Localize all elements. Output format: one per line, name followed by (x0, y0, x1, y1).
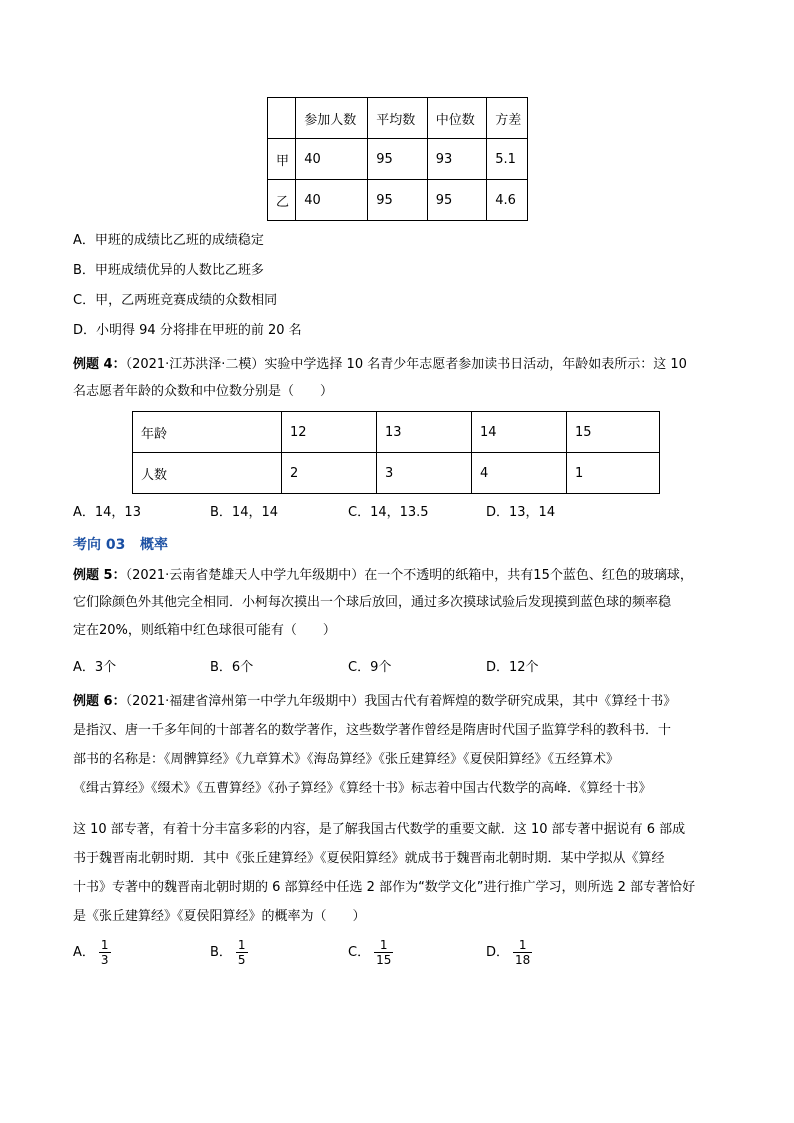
table-cell: 95 (427, 180, 487, 221)
fraction (374, 938, 393, 967)
example-4-line-2: 名志愿者年龄的众数和中位数分别是（ ） (73, 384, 334, 399)
option-c: C．甲，乙两班竞赛成绩的众数相同 (73, 293, 278, 308)
table-cell: 95 (368, 139, 428, 180)
table-cell: 年龄 (133, 412, 282, 453)
example-6-line-8: 是《张丘建算经》《夏侯阳算经》的概率为（ ） (73, 909, 366, 924)
option-d (486, 938, 532, 967)
option-letter: B． (210, 945, 232, 960)
example-6-line-7: 十书》专著中的魏晋南北朝时期的 6 部算经中任选 2 部作为“数学文化”进行推广学习，则所选 2 部专著恰好 (73, 880, 696, 895)
denominator: 18 (515, 953, 531, 967)
table-cell: 2 (282, 453, 377, 494)
table-row (268, 180, 528, 221)
section-heading (73, 534, 168, 554)
example-4-line-1 (73, 355, 687, 375)
option-a: A．14，13 (73, 505, 141, 520)
option-c: C．14，13.5 (348, 505, 429, 520)
table-header-cell: 方差 (487, 98, 528, 139)
table-cell: 5.1 (487, 139, 528, 180)
table-cell: 甲 (268, 139, 296, 180)
example-6-line-5: 这 10 部专著，有着十分丰富多彩的内容，是了解我国古代数学的重要文献．这 10 部专著中据说有 6 部成 (73, 822, 686, 837)
table-row (268, 98, 528, 139)
option-d: D．小明得 94 分将排在甲班的前 20 名 (73, 323, 302, 338)
example-5-line-3: 定在20%，则纸箱中红色球很可能有（ ） (73, 623, 336, 638)
numerator: 1 (374, 938, 393, 953)
option-b: B．甲班成绩优异的人数比乙班多 (73, 263, 264, 278)
example-5-line-1 (73, 566, 693, 586)
table-cell: 1 (567, 453, 660, 494)
table-cell: 14 (472, 412, 567, 453)
section-title: 概率 (139, 537, 168, 553)
table-row (133, 412, 660, 453)
example-4-label: 例题 4： (73, 357, 126, 372)
option-letter: C． (348, 945, 371, 960)
table-cell: 3 (377, 453, 472, 494)
example-6-text: （2021·福建省漳州第一中学九年级期中）我国古代有着辉煌的数学研究成果，其中《算经十书》 (125, 694, 677, 709)
denominator: 5 (237, 953, 246, 967)
option-a: A．3个 (73, 660, 117, 675)
section-label: 考向 03 (73, 537, 126, 553)
table-cell: 13 (377, 412, 472, 453)
example-6-line-6: 书于魏晋南北朝时期．其中《张丘建算经》《夏侯阳算经》就成书于魏晋南北朝时期．某中学拟从《算经 (73, 851, 665, 866)
table-cell (268, 98, 296, 139)
example-4-text: （2021·江苏洪泽·二模）实验中学选择 10 名青少年志愿者参加读书日活动，年龄如表所示：这 10 (125, 357, 687, 372)
option-b: B．6个 (210, 660, 254, 675)
option-letter: A． (73, 945, 95, 960)
table-row (268, 139, 528, 180)
option-c: C．9个 (348, 660, 392, 675)
fraction (513, 938, 532, 967)
table-cell: 4.6 (487, 180, 528, 221)
example-6-line-1 (73, 692, 676, 712)
numerator: 1 (513, 938, 532, 953)
table-cell: 4 (472, 453, 567, 494)
table-cell: 40 (296, 180, 368, 221)
fraction (236, 938, 248, 967)
option-d: D．13，14 (486, 505, 556, 520)
table-cell: 93 (427, 139, 487, 180)
table-header-cell: 平均数 (368, 98, 428, 139)
stats-table (267, 97, 528, 221)
example-6-label: 例题 6： (73, 694, 126, 709)
option-c (348, 938, 393, 967)
example-6-line-4: 《缉古算经》《缀术》《五曹算经》《孙子算经》《算经十书》标志着中国古代数学的高峰．《算经十书》 (73, 781, 652, 796)
option-b: B．14，14 (210, 505, 279, 520)
example-6-line-2: 是指汉、唐一千多年间的十部著名的数学著作，这些数学著作曾经是隋唐时代国子监算学科的教科书．十 (73, 723, 672, 738)
table-cell: 12 (282, 412, 377, 453)
option-b (210, 938, 248, 967)
example-6-line-3: 部书的名称是：《周髀算经》《九章算术》《海岛算经》《张丘建算经》《夏侯阳算经》《五经算术》 (73, 752, 620, 767)
option-letter: D． (486, 945, 510, 960)
denominator: 15 (376, 953, 392, 967)
option-a (73, 938, 111, 967)
table-cell: 40 (296, 139, 368, 180)
numerator: 1 (237, 938, 246, 952)
table-cell: 95 (368, 180, 428, 221)
table-header-cell: 中位数 (427, 98, 487, 139)
age-table (132, 411, 660, 494)
table-cell: 人数 (133, 453, 282, 494)
example-5-text: （2021·云南省楚雄天人中学九年级期中）在一个不透明的纸箱中，共有15个蓝色、红色的玻璃球， (125, 568, 693, 583)
table-cell: 15 (567, 412, 660, 453)
numerator: 1 (100, 938, 109, 952)
fraction (99, 938, 111, 967)
table-cell: 乙 (268, 180, 296, 221)
option-d: D．12个 (486, 660, 539, 675)
option-a: A．甲班的成绩比乙班的成绩稳定 (73, 233, 264, 248)
table-row (133, 453, 660, 494)
example-5-line-2: 它们除颜色外其他完全相同．小柯每次摸出一个球后放回，通过多次摸球试验后发现摸到蓝色球的频率稳 (73, 595, 672, 610)
denominator: 3 (100, 953, 109, 967)
example-5-label: 例题 5： (73, 568, 126, 583)
table-header-cell: 参加人数 (296, 98, 368, 139)
